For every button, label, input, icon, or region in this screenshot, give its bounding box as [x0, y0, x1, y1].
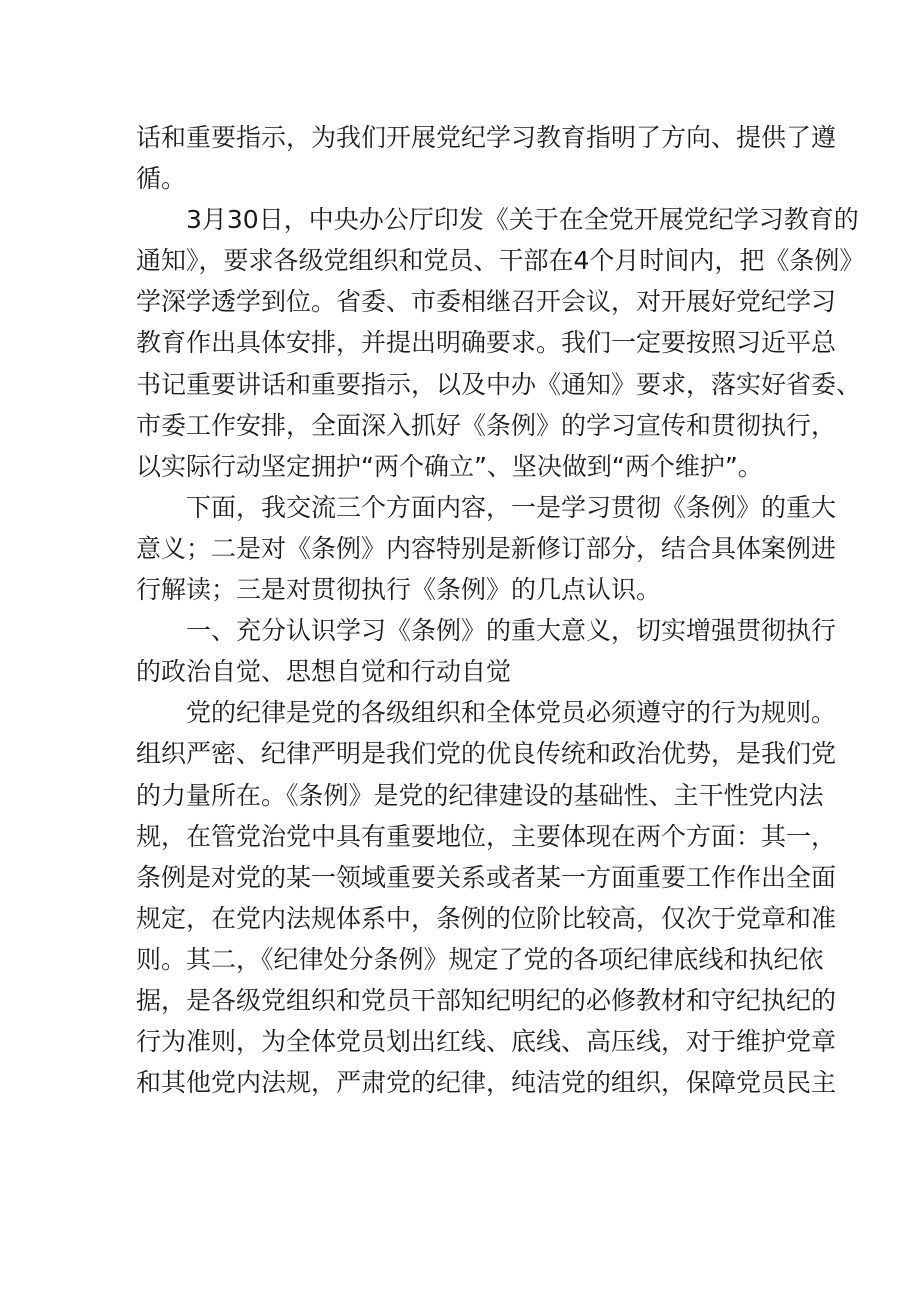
text-line-11: 意义；二是对《条例》内容特别是新修订部分，结合具体案例进 — [136, 533, 837, 563]
text-line-6: 教育作出具体安排，并提出明确要求。我们一定要按照习近平总 — [136, 328, 837, 358]
text-line-1: 话和重要指示，为我们开展党纪学习教育指明了方向、提供了遵 — [136, 123, 837, 152]
text-line-10: 下面，我交流三个方面内容，一是学习贯彻《条例》的重大 — [186, 492, 837, 522]
text-line-19: 条例是对党的某一领域重要关系或者某一方面重要工作作出全面 — [136, 862, 837, 892]
document-body — [136, 117, 865, 1103]
text-line-23: 行为准则，为全体党员划出红线、底线、高压线，对于维护党章 — [136, 1027, 837, 1057]
text-line-20: 规定，在党内法规体系中，条例的位阶比较高，仅次于党章和准 — [136, 903, 837, 933]
text-line-4: 通知》，要求各级党组织和党员、干部在4个月时间内，把《条例》 — [136, 246, 865, 276]
section-heading-line-2: 的政治自觉、思想自觉和行动自觉 — [136, 657, 512, 687]
text-line-2: 循。 — [136, 164, 187, 194]
text-line-7: 书记重要讲话和重要指示，以及中办《通知》要求，落实好省委、 — [136, 369, 862, 399]
text-line-24: 和其他党内法规，严肃党的纪律，纯洁党的组织，保障党员民主 — [136, 1068, 837, 1098]
text-line-3: 3月30日，中央办公厅印发《关于在全党开展党纪学习教育的 — [186, 205, 859, 235]
section-heading-line-1: 一、充分认识学习《条例》的重大意义，切实增强贯彻执行 — [186, 616, 837, 646]
text-line-8: 市委工作安排，全面深入抓好《条例》的学习宣传和贯彻执行， — [136, 410, 837, 440]
text-line-15: 党的纪律是党的各级组织和全体党员必须遵守的行为规则。 — [186, 698, 837, 728]
text-line-18: 规，在管党治党中具有重要地位，主要体现在两个方面：其一， — [136, 821, 837, 851]
text-line-5: 学深学透学到位。省委、市委相继召开会议，对开展好党纪学习 — [136, 287, 837, 317]
text-line-21: 则。其二，《纪律处分条例》规定了党的各项纪律底线和执纪依 — [136, 944, 824, 974]
text-line-9: 以实际行动坚定拥护“两个确立”、坚决做到“两个维护”。 — [136, 451, 763, 481]
text-line-22: 据，是各级党组织和党员干部知纪明纪的必修教材和守纪执纪的 — [136, 985, 837, 1015]
text-line-12: 行解读；三是对贯彻执行《条例》的几点认识。 — [136, 575, 662, 605]
text-line-17: 的力量所在。《条例》是党的纪律建设的基础性、主干性党内法 — [136, 780, 824, 810]
text-line-16: 组织严密、纪律严明是我们党的优良传统和政治优势，是我们党 — [136, 739, 837, 769]
